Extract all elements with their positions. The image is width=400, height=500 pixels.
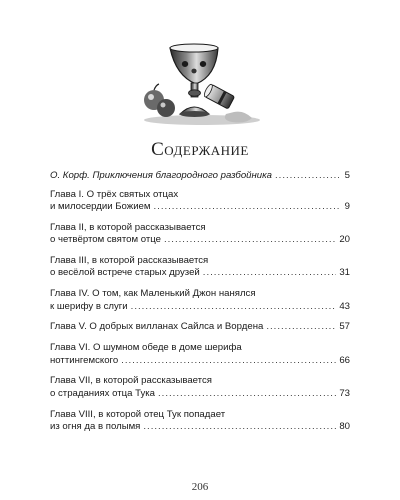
toc-entry-text: О. Корф. Приключения благородного разбойника [50, 170, 272, 181]
toc-entry-text: к шерифу в слуги [50, 300, 128, 312]
toc-entry-text: Глава I. О трёх святых отцах [50, 188, 179, 200]
toc-leader-dots [275, 170, 339, 182]
toc-leader-dots [266, 321, 336, 333]
toc-entry[interactable] [50, 255, 350, 280]
table-of-contents [50, 170, 350, 442]
toc-entry[interactable] [50, 189, 350, 214]
toc-entry-text: о четвёртом святом отце [50, 234, 161, 246]
page-number: 206 [191, 481, 209, 493]
toc-entry-text: ноттингемского [50, 354, 119, 366]
toc-entry[interactable] [50, 375, 350, 400]
toc-entry-text: Глава II, в которой рассказывается [50, 221, 206, 233]
toc-leader-dots [131, 301, 337, 313]
toc-entry-text: Глава III, в которой рассказывается [50, 255, 209, 266]
toc-leader-dots [164, 234, 336, 246]
toc-leader-dots [121, 355, 336, 367]
toc-entry-text: о страданиях отца Тука [50, 387, 155, 399]
toc-entry[interactable] [50, 170, 350, 182]
toc-entry-text: Глава VIII, в которой отец Тук попадает [50, 408, 226, 420]
toc-entry[interactable] [50, 288, 350, 313]
toc-page-number: 9 [344, 201, 350, 212]
page-title: Содержание [151, 139, 249, 160]
toc-entry-text: о весёлой встрече старых друзей [50, 267, 200, 279]
toc-entry-text: и милосердии Божием [50, 201, 151, 212]
toc-entry-text: из огня да в полымя [50, 421, 141, 433]
toc-entry[interactable] [50, 222, 350, 247]
toc-page-number: 66 [339, 354, 350, 366]
toc-page-number: 80 [339, 421, 350, 433]
toc-entry-text: Глава V. О добрых вилланах Сайлса и Вордена [50, 321, 264, 333]
toc-leader-dots [143, 421, 336, 433]
toc-entry-text: Глава VI. О шумном обеде в доме шерифа [50, 342, 242, 354]
toc-page-number: 31 [339, 267, 350, 279]
toc-entry[interactable] [50, 409, 350, 434]
toc-leader-dots [153, 201, 339, 213]
goblet-vignette-icon [130, 38, 270, 128]
toc-page-number: 5 [344, 170, 350, 181]
toc-page-number: 43 [339, 300, 350, 312]
toc-page-number: 73 [339, 387, 350, 399]
toc-entry[interactable] [50, 342, 350, 367]
toc-leader-dots [203, 267, 337, 279]
toc-entry-text: Глава VII, в которой рассказывается [50, 375, 212, 387]
toc-leader-dots [158, 388, 336, 400]
toc-page-number: 20 [339, 234, 350, 246]
toc-entry[interactable] [50, 321, 350, 333]
toc-page-number: 57 [339, 321, 350, 333]
toc-entry-text: Глава IV. О том, как Маленький Джон нанялся [50, 288, 256, 300]
